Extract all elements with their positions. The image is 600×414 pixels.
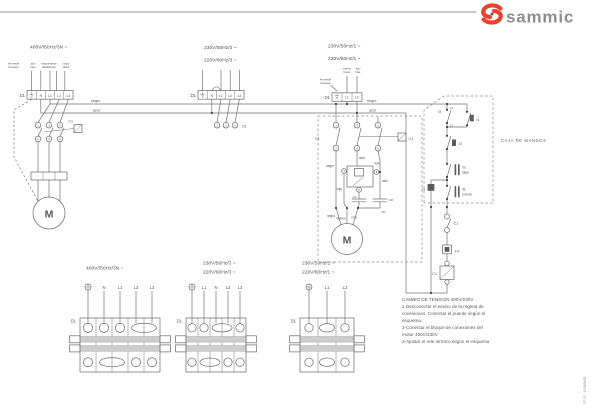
detail-title-50: 230V/50Hz/3 ~: [203, 261, 236, 267]
block-label: D1: [324, 95, 330, 100]
machine-enclosure-dashed: [318, 116, 422, 262]
terminal-label: L3: [237, 285, 243, 290]
motor-feed-wires: [38, 142, 60, 172]
terminal-block-detail-230v3: [176, 261, 257, 373]
contactor-label-right: C1: [408, 137, 414, 141]
bus-azul-label-right: azul: [369, 108, 376, 113]
bus-negro-label-left: negro: [91, 99, 101, 103]
thermal-relay-label: T4: [454, 249, 459, 254]
terminal-number: 5: [377, 123, 379, 128]
note-line: 3-Ajustar el rele termico según el esquema: [402, 339, 490, 344]
color-label: black: [62, 66, 70, 69]
strip-dividers: [43, 172, 55, 180]
block-drop-wires: [347, 101, 357, 113]
button-i1-label: I1: [476, 118, 480, 122]
color-label: negro: [62, 62, 70, 66]
terminal-number: 4: [375, 170, 378, 175]
motor-lead-wires: [38, 180, 60, 201]
note-line: 2-Conectar el bloque de conexiones del: [402, 325, 483, 330]
earth-wire-dashed: [14, 99, 38, 201]
operator-diagonal: [398, 133, 406, 141]
circuit-230v-3ph: [191, 45, 247, 129]
load-wires: [336, 151, 380, 208]
pilot-lamp-label: H: [422, 187, 425, 192]
aux-contact-label: C1: [453, 221, 459, 226]
bus-negro-label-right: negro: [367, 99, 377, 103]
terminal-label: N: [102, 285, 106, 290]
block-drop-wires: [38, 99, 68, 122]
bus-bar: [80, 346, 160, 352]
capacitors: [352, 195, 394, 214]
terminal-holes: [305, 324, 349, 367]
bus-bar: [80, 337, 160, 343]
terminal-number: 4: [48, 137, 50, 142]
terminal-number: 5: [59, 123, 61, 128]
block-label: D1: [70, 318, 76, 324]
supply-wires: [331, 76, 357, 93]
cell-label: L1: [219, 93, 223, 98]
wire-label: azul: [382, 179, 388, 183]
bar-tab: [246, 336, 257, 343]
pushbutton-i1-actuator: [470, 115, 474, 122]
door-switch-label: puerta: [462, 192, 472, 197]
caja-title: CAJA DE MANDOS: [501, 138, 547, 143]
earth-icon: [335, 94, 339, 99]
block-dividers: [318, 318, 336, 372]
bar-tab: [354, 345, 365, 352]
terminal-label: L3: [149, 285, 155, 290]
terminal-number: 6: [377, 146, 379, 151]
relay-contact-box: [355, 169, 364, 177]
control-box: [422, 96, 546, 293]
coil-terminal: [445, 280, 449, 284]
start-relay-ka: [342, 162, 380, 193]
bar-tab: [70, 336, 81, 343]
terminal-22: 22: [450, 124, 453, 128]
color-label: Am-verde: [319, 78, 331, 82]
cell-label: L1: [48, 93, 52, 98]
terminal-number: 4: [356, 146, 358, 151]
detail-title-60: 220V/60Hz/3 ~: [203, 270, 236, 276]
color-label: marron: [342, 67, 352, 71]
terminal-label: L1: [324, 285, 330, 290]
cell-label: N: [210, 93, 213, 98]
bus-bar: [300, 337, 354, 343]
motor-terminal-strip: [31, 172, 67, 180]
motor-letter: M: [342, 234, 352, 247]
lid-switch-bar: [458, 164, 460, 175]
mechanical-link: [44, 129, 74, 133]
color-label: negro/marron: [41, 62, 57, 66]
terminal-label: N: [214, 285, 218, 290]
color-label: blue: [30, 66, 36, 69]
color-label: Yel-green: [319, 82, 331, 85]
terminal-label: L2: [225, 285, 231, 290]
bus-azul-label-left: azul: [93, 108, 100, 113]
header: [0, 5, 574, 26]
terminal-number: 2: [335, 146, 337, 151]
note-line: esquema.: [402, 318, 423, 323]
terminal-label: L1: [201, 285, 207, 290]
relay-label: KA: [374, 161, 380, 166]
voltage-change-note: [402, 297, 490, 344]
contactor-c1-single-phase: [315, 122, 413, 151]
door-switch-bar: [458, 186, 460, 197]
cell-label: L2: [57, 93, 61, 98]
circuit-b-title-60: 220V/60Hz/3 ~: [204, 58, 237, 64]
circuit-a-wire-color-labels: [8, 62, 70, 70]
motor-wire-rojo: rojo: [351, 215, 357, 220]
earth-icon: [201, 92, 205, 97]
contactor-ref: C1: [242, 124, 247, 129]
wire-label: rojo: [336, 187, 342, 191]
note-line: 1.Desconectar el neutro de la regleta de: [402, 304, 484, 309]
motor-letter: M: [44, 208, 54, 221]
color-label: blue: [355, 71, 361, 74]
neutral-bridge: [212, 87, 221, 91]
note-line: conexiones. Conectar el puente según el: [402, 311, 486, 316]
cell-label: N: [39, 93, 42, 98]
detail-title-50: 230V/50Hz/1 ~: [302, 261, 335, 267]
bar-tab: [290, 336, 301, 343]
block-dividers: [96, 318, 144, 372]
bus-bar: [186, 346, 246, 352]
terminal-number: 3: [48, 123, 50, 128]
circuit-b-title-50: 230V/50Hz/3 ~: [204, 46, 237, 51]
bus-bar: [186, 337, 246, 343]
supply-buses: [41, 99, 467, 293]
block-label: D1: [290, 318, 296, 324]
lid-switch-id: IS: [462, 165, 466, 170]
block-body: [300, 318, 354, 372]
relay-arrow: [353, 177, 364, 186]
contactor-c1: [35, 120, 82, 142]
motor-wire-negro: negro: [326, 214, 335, 218]
cell-label: L1: [345, 95, 349, 100]
terminal-21: 21: [450, 107, 453, 110]
terminal-number: 3: [225, 123, 227, 128]
chain-wires: [447, 104, 467, 266]
color-label: Am-verde: [8, 62, 20, 66]
door-switch-bar: [455, 186, 457, 197]
coil-terminal: [445, 261, 449, 265]
circuit-c-title-50: 230V/50Hz/1 ~: [328, 44, 361, 50]
terminal-label: L1: [117, 285, 123, 290]
block-label: D1: [176, 318, 182, 324]
color-label: azul: [30, 62, 36, 66]
terminal-number: 1: [37, 123, 39, 128]
detail-title: 400V//50Hz/3N ~: [86, 266, 124, 272]
block-label: D1: [19, 93, 25, 98]
terminal-label: L2: [133, 285, 139, 290]
terminal-number: 1: [216, 123, 218, 128]
relay-box: [347, 166, 373, 187]
note-line: motor 400V/230V: [402, 332, 438, 337]
capacitor-plates: [352, 199, 387, 202]
block-body: [186, 318, 246, 372]
cell-label: L3: [237, 93, 242, 98]
contact-blades: [38, 128, 64, 136]
cap-start-label: CA: [352, 194, 357, 199]
bar-tab: [354, 336, 365, 343]
lid-switch-bar: [455, 164, 457, 175]
earth-icon: [30, 92, 34, 97]
block-drop-wires: [212, 99, 240, 122]
wire-label: rojo: [381, 209, 386, 214]
switch-i3-label: I3: [437, 110, 441, 114]
operator-diagonal: [74, 125, 82, 133]
terminal-label: L2: [342, 285, 348, 290]
terminal-holes: [188, 324, 244, 367]
block-dividers: [198, 318, 234, 372]
sammic-logo-icon: [483, 5, 501, 22]
terminal-number: 3: [356, 123, 358, 128]
button-i2-label: I2: [459, 142, 463, 146]
relay-cap-wires: [344, 173, 380, 208]
terminal-holes: [83, 323, 156, 367]
color-label: azul: [355, 67, 361, 71]
door-switch-id: IB: [462, 187, 466, 192]
cap-run-label: CM: [388, 197, 393, 202]
note-line: CAMBIO DE TENSION 400V/230V: [402, 297, 474, 302]
block-label: D1: [190, 93, 196, 98]
aux-contact-terminal: [445, 228, 450, 233]
thermal-relay-element: [445, 247, 450, 252]
aux-contact-terminal: [445, 214, 450, 219]
color-label: Yel-green: [8, 66, 20, 69]
terminal-block-detail-230v1: [290, 261, 365, 373]
circuit-c-title-60: 220V/60Hz/1 ~: [328, 57, 361, 62]
color-label: brown: [343, 71, 351, 74]
terminal-number: 5: [234, 123, 236, 128]
circuit-a-title: 400V//50Hz/3N ~: [30, 45, 68, 51]
circuit-400v-3n: [8, 45, 82, 230]
coil-diagonal: [440, 266, 454, 280]
terminal-number: 6: [59, 137, 61, 142]
bar-tab: [176, 336, 187, 343]
bar-tab: [160, 345, 171, 352]
logo-dot: [491, 13, 494, 16]
bar-tab: [70, 345, 81, 352]
terminal-number: 3: [343, 169, 345, 174]
contactor-label: C1: [68, 119, 73, 124]
terminal-number: 2: [358, 187, 360, 192]
cell-label: L2: [228, 93, 232, 98]
coil-label: C1: [432, 272, 437, 276]
bus-bar: [300, 346, 354, 352]
bar-tab: [160, 336, 171, 343]
contactor-label-left: C1: [315, 136, 320, 141]
detail-title-60: 220V/60Hz/1 ~: [302, 270, 335, 276]
terminal-number: 2: [37, 137, 39, 142]
cell-label: L3: [66, 93, 71, 98]
bar-tab: [176, 345, 187, 352]
terminal-number: 1: [335, 123, 337, 128]
color-label: black/brown: [42, 66, 56, 69]
lamp-branch-wires: [431, 180, 447, 293]
motor-wire-blanco: blanco: [336, 216, 346, 221]
terminal-block-detail-400v: [70, 266, 171, 373]
wire-label: negro: [325, 164, 334, 168]
lid-switch-label: tapa: [462, 170, 469, 175]
bar-tab: [290, 345, 301, 352]
cell-label: L2: [355, 95, 359, 100]
supply-wires: [32, 71, 65, 91]
pushbutton-i2-actuator: [452, 140, 456, 147]
bar-tab: [246, 345, 257, 352]
wire-label: azul: [359, 156, 365, 160]
brand-wordmark: sammic: [506, 7, 575, 27]
pilot-lamp: [428, 184, 435, 191]
doc-number: 07-07 - 2005/9431: [583, 376, 587, 404]
supply-wires: [203, 70, 240, 91]
